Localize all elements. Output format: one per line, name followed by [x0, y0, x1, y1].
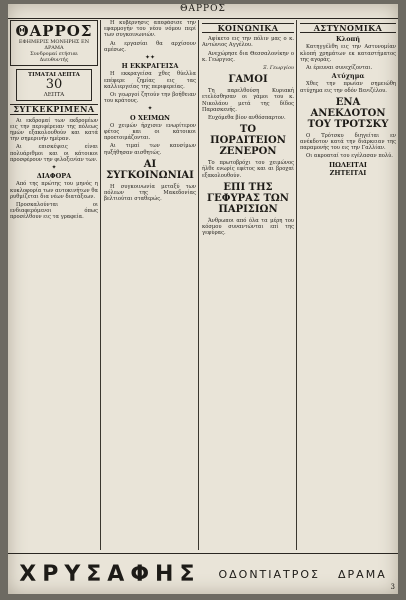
article-paragraph: Αι επισκέψεις είναι πολυάριθμοι και οι κάτοικοι προσφέρουν την φιλοξενίαν των. [10, 144, 98, 163]
sub-heading: Ατύχημα [331, 72, 365, 81]
article-paragraph: Οι γεωργοί ζητούν την βοήθειαν του κράτους. [104, 92, 196, 105]
pub-line: Διευθυντής [39, 57, 69, 63]
article-paragraph: Ο χειμών ήρχισεν ενωρίτερον φέτος και οι κάτοικοι προετοιμάζονται. [104, 122, 196, 142]
ad-role: ΟΔΟΝΤΙΑΤΡΟΣ [218, 567, 321, 581]
article-paragraph: Αφίκετο εις την πόλιν μας ο κ. Αντώνιος Αγγέλου. [202, 36, 294, 49]
article-paragraph: Αι εργασίαι θα αρχίσουν αμέσως. [104, 40, 196, 53]
price-box [16, 69, 92, 101]
page-number: 3 [390, 583, 395, 591]
article-paragraph: Ο Τρότσκυ διηγείται εν ανέκδοτον κατά την διάρκειαν της παραμονής του εις την Γαλλίαν. [300, 132, 396, 152]
sub-heading: Η ΕΚΚΡΑΓΕΙΣΑ [121, 62, 179, 71]
column-rule [100, 20, 101, 550]
sub-heading: Ο ΧΕΙΜΩΝ [130, 113, 170, 122]
notice-heading: ΠΩΛΕΙΤΑΙ [329, 160, 367, 169]
headline: ΑΙ ΣΥΓΚΟΙΝΩΝΙΑΙ [106, 158, 194, 181]
pub-line: Συνδρομαί ετήσιαι [30, 51, 78, 57]
article-paragraph: Άνθρωποι από όλα τα μέρη του κόσμου συναντώνται επί της γεφύρας. [202, 217, 294, 237]
article-paragraph: Αι εκδρομαί των εκδρομέων εις την περιφέρειαν της πόλεως ημών εξακολουθούν και κατά την σημερινήν ημέραν. [10, 117, 98, 143]
article-paragraph: Τη παρελθούση Κυριακή ετελέσθησαν οι γάμοι του κ. Νικολάου μετά της δίδος Παρασκευής. [202, 88, 294, 113]
section-heading: ΑΣΤΥΝΟΜΙΚΑ [300, 23, 396, 33]
article-paragraph: Αι τιμαί των καυσίμων ηυξήθησαν αισθητώς. [104, 143, 196, 156]
headline: ΕΠΙ ΤΗΣ ΓΕΦΥΡΑΣ ΤΩΝ ΠΑΡΙΣΙΩΝ [207, 181, 289, 215]
masthead: ΘΑΡΡΟΣ [8, 4, 398, 19]
paper-title-block [10, 20, 98, 66]
column-4 [300, 20, 396, 550]
article-paragraph: Αι έρευναι συνεχίζονται. [306, 65, 373, 72]
price-unit: ΛΕΠΤΑ [43, 92, 65, 99]
price-label: ΤΙΜΑΤΑΙ ΛΕΠΤΑ [28, 72, 80, 78]
headline: ΕΝΑ ΑΝΕΚΔΟΤΟΝ ΤΟΥ ΤΡΟΤΣΚΥ [307, 96, 389, 130]
paper-title: ΘΑΡΡΟΣ [15, 22, 93, 40]
sub-heading: Κλοπή [335, 35, 361, 44]
column-rule [198, 20, 199, 550]
newspaper-page [8, 4, 398, 594]
headline: ΓΑΜΟΙ [228, 74, 268, 86]
ad-city: ΔΡΑΜΑ [338, 567, 387, 581]
price-value: 30 [45, 77, 63, 93]
article-paragraph: Ανεχώρησε δια Θεσσαλονίκην ο κ. Γεώργιος. [202, 50, 294, 63]
notice-heading: ΖΗΤΕΙΤΑΙ [329, 168, 367, 177]
article-paragraph: Από της πρώτης του μηνός η κυκλοφορία των αυτοκινήτων θα ρυθμίζεται δια νέων διατάξεων. [10, 181, 98, 200]
column-3 [202, 20, 294, 550]
article-paragraph: Προσκαλούνται οι ενδιαφερόμενοι όπως προσέλθουν εις τα γραφεία. [10, 202, 98, 221]
article-paragraph: Το πρωτοβρόχι του χειμώνος ήλθε ενωρίς εφέτος και αι βροχαί εξακολουθούν. [202, 160, 294, 179]
advertisement-banner [8, 553, 398, 594]
article-paragraph: Η κυβέρνησις απεφάσισε την εφαρμογήν του νέου νόμου περί των συγκοινωνιών. [104, 20, 196, 39]
pub-line: ΕΦΗΜΕΡΙΣ ΜΟΝΗΡΗΣ ΕΝ ΔΡΑΜΑ [18, 39, 90, 51]
ad-name: ΧΡΥΣΑΦΗΣ [19, 561, 201, 587]
article-paragraph: Η εκκραγείσα χθες θύελλα επέφερε ζημίας εις τας καλλιεργείας της περιφερείας. [104, 71, 196, 90]
section-heading: ΚΟΙΝΩΝΙΚΑ [202, 23, 294, 33]
signature: Ξ. Γεωργίου [263, 65, 294, 72]
separator-icon: ✦✦ [144, 54, 156, 62]
separator-icon: ✦ [51, 164, 57, 172]
article-paragraph: Χθες την πρωίαν σημειώθη ατύχημα εις την οδόν Βενιζέλου. [300, 81, 396, 94]
column-2 [104, 20, 196, 550]
headline: ΤΟ ΠΟΡΔΙΤΕΙΟΝ ΖΕΝΕΡΟΝ [210, 124, 286, 158]
section-heading: ΣΥΓΚΕΚΡΙΜΕΝΑ [10, 104, 98, 114]
article-paragraph: Κατηγγέλθη εις την Αστυνομίαν κλοπή χρημάτων εκ καταστήματος της αγοράς. [300, 44, 396, 63]
article-paragraph: Η συγκοινωνία μεταξύ των πόλεων της Μακεδονίας βελτιούται σταθερώς. [104, 183, 196, 203]
column-rule [296, 20, 297, 550]
sub-heading: ΔΙΑΦΟΡΑ [36, 172, 72, 181]
separator-icon: ✦ [147, 105, 153, 113]
column-1 [10, 20, 98, 550]
article-paragraph: Οι ακροαταί του εγέλασαν πολύ. [306, 153, 393, 160]
article-paragraph: Ευχόμεθα βίον ανθόσπαρτον. [208, 115, 286, 122]
